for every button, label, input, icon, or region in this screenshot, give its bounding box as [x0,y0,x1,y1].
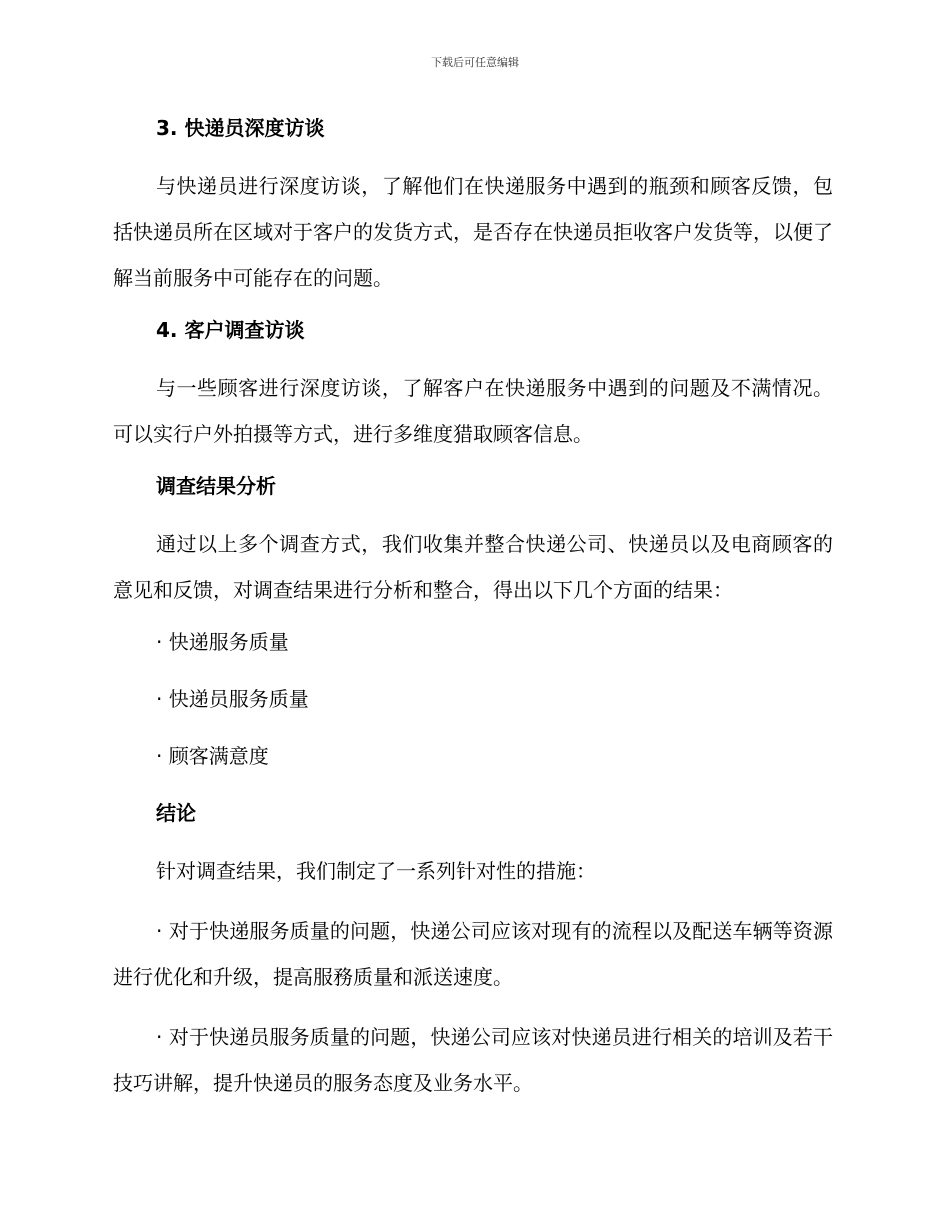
result-item-service-quality: · 快递服务质量 [156,630,289,654]
document-body [113,113,833,1120]
measure-item-courier: · 对于快递员服务质量的问题，快递公司应该对快递员进行相关的培训及若干技巧讲解，提升快递员的服务态度及业务水平。 [113,1025,833,1095]
analysis-title: 调查结果分析 [156,474,276,498]
conclusion-paragraph: 针对调查结果，我们制定了一系列针对性的措施： [156,859,596,883]
page-header-note: 下载后可任意编辑 [431,56,519,69]
section-4-title: 4. 客户调查访谈 [156,318,305,342]
section-4-paragraph: 与一些顾客进行深度访谈，了解客户在快递服务中遇到的问题及不满情况。可以实行户外拍摄等方式，进行多维度猎取顾客信息。 [113,376,833,446]
analysis-paragraph: 通过以上多个调查方式，我们收集并整合快递公司、快递员以及电商顾客的意见和反馈，对调查结果进行分析和整合，得出以下几个方面的结果： [113,532,833,602]
conclusion-title: 结论 [156,801,196,825]
measure-item-service: · 对于快递服务质量的问题，快递公司应该对现有的流程以及配送车辆等资源进行优化和升级，提高服務质量和派送速度。 [113,919,833,989]
result-item-customer-satisfaction: · 顾客满意度 [156,744,269,768]
section-3-title: 3. 快递员深度访谈 [156,116,325,140]
section-3-paragraph: 与快递员进行深度访谈，了解他们在快递服务中遇到的瓶颈和顾客反馈，包括快递员所在区域对于客户的发货方式，是否存在快递员拒收客户发货等，以便了解当前服务中可能存在的问题。 [113,174,833,290]
result-item-courier-quality: · 快递员服务质量 [156,687,309,711]
